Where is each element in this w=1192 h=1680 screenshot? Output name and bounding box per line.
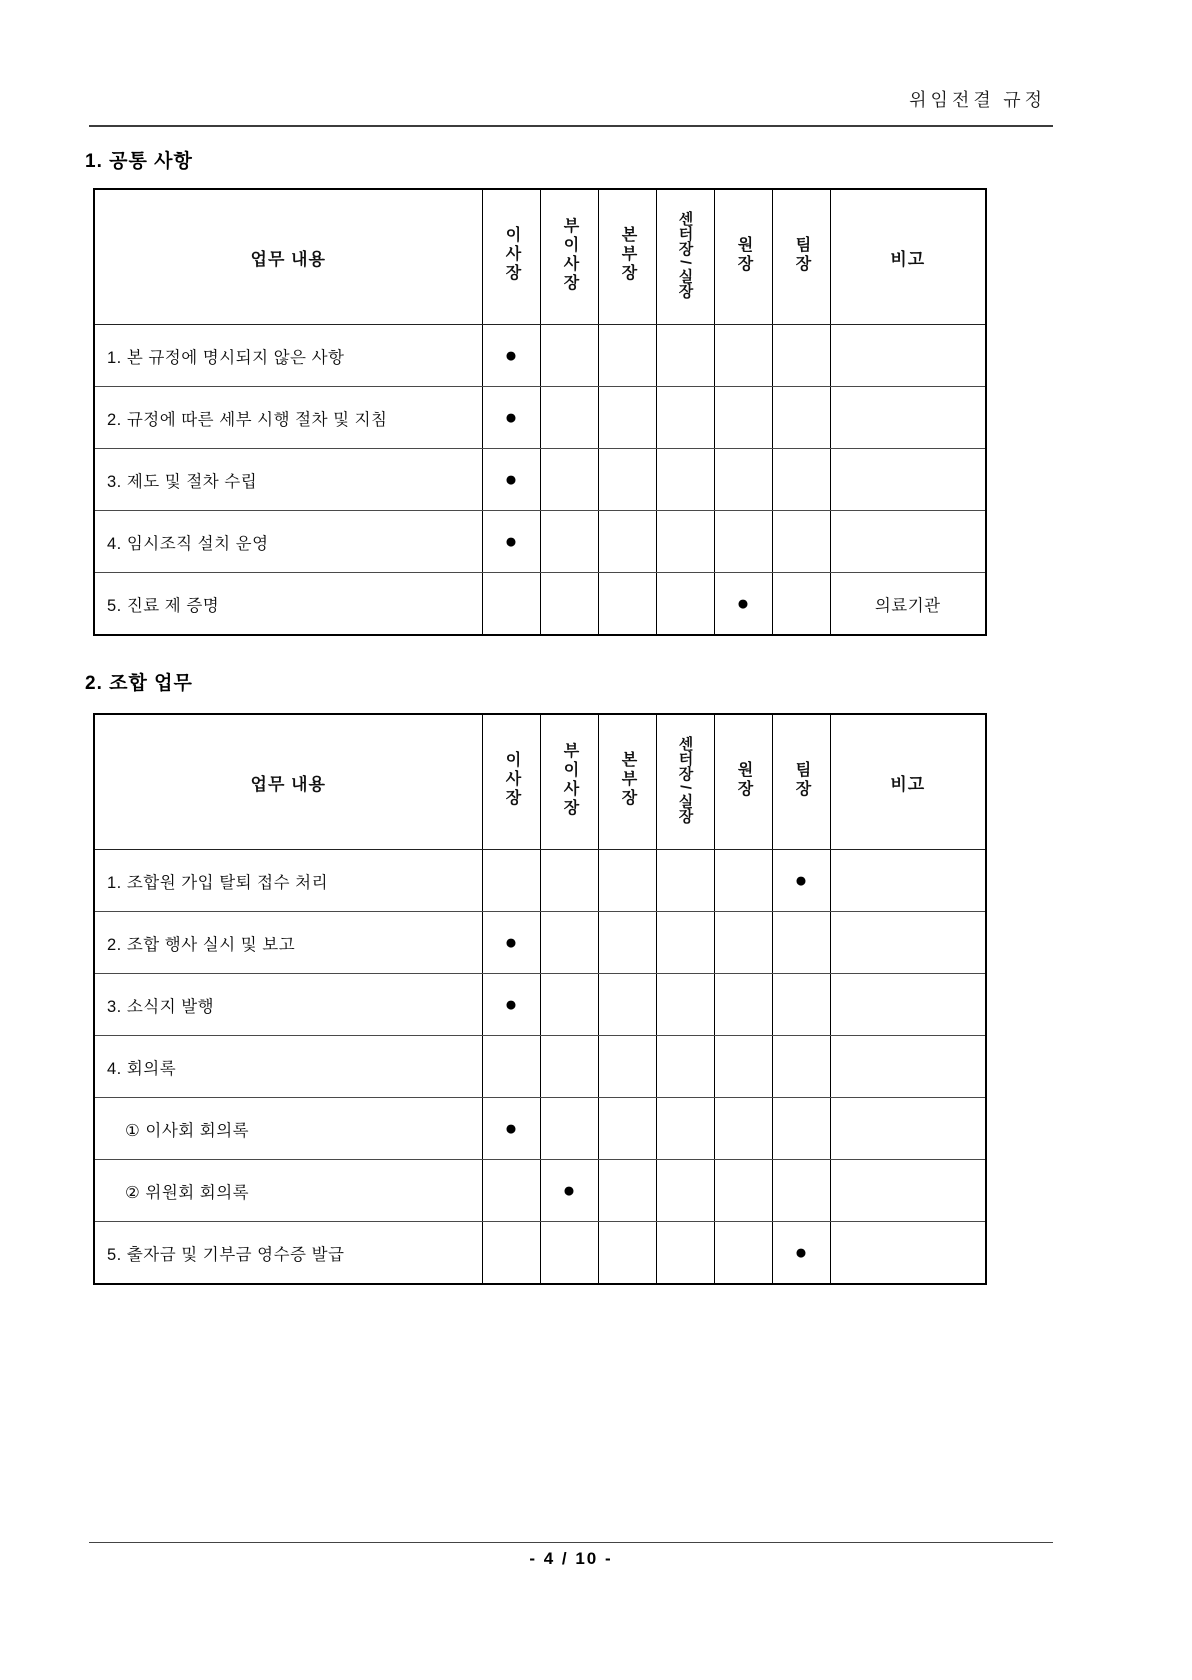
mark-cell bbox=[540, 974, 598, 1036]
section-title-common: 1. 공통 사항 bbox=[85, 151, 193, 172]
mark-cell bbox=[540, 1222, 598, 1285]
mark-cell bbox=[772, 1160, 830, 1222]
mark-cell bbox=[598, 325, 656, 387]
mark-cell bbox=[598, 974, 656, 1036]
mark-cell bbox=[656, 325, 714, 387]
col-header-label: 센터장 / 실장 bbox=[676, 210, 694, 299]
mark-cell bbox=[714, 449, 772, 511]
col-header-center-head bbox=[656, 189, 714, 325]
col-header-director bbox=[714, 189, 772, 325]
mark-cell: ● bbox=[540, 1160, 598, 1222]
mark-cell bbox=[598, 387, 656, 449]
col-header-director bbox=[714, 714, 772, 850]
table-row bbox=[94, 912, 986, 974]
table-row bbox=[94, 573, 986, 636]
note-cell bbox=[830, 511, 986, 573]
task-cell: 1. 조합원 가입 탈퇴 접수 처리 bbox=[94, 850, 482, 912]
mark-cell: ● bbox=[482, 1098, 540, 1160]
mark-cell bbox=[772, 1098, 830, 1160]
table-row bbox=[94, 1036, 986, 1098]
mark-cell bbox=[598, 573, 656, 636]
header-rule bbox=[89, 125, 1053, 127]
mark-cell bbox=[598, 511, 656, 573]
mark-cell bbox=[656, 1036, 714, 1098]
section-title-coop: 2. 조합 업무 bbox=[85, 673, 193, 694]
mark-cell: ● bbox=[482, 974, 540, 1036]
mark-cell: ● bbox=[482, 325, 540, 387]
table-row bbox=[94, 511, 986, 573]
mark-cell: ● bbox=[482, 511, 540, 573]
mark-cell bbox=[540, 912, 598, 974]
task-cell: 1. 본 규정에 명시되지 않은 사항 bbox=[94, 325, 482, 387]
mark-cell bbox=[540, 511, 598, 573]
mark-cell bbox=[772, 387, 830, 449]
col-header-vice-chairman bbox=[540, 714, 598, 850]
table-row bbox=[94, 1160, 986, 1222]
approval-matrix-common bbox=[93, 188, 987, 636]
mark-cell bbox=[540, 573, 598, 636]
mark-cell bbox=[482, 1160, 540, 1222]
task-cell: 4. 임시조직 설치 운영 bbox=[94, 511, 482, 573]
mark-cell bbox=[656, 1222, 714, 1285]
mark-cell bbox=[540, 325, 598, 387]
task-cell: ② 위원회 회의록 bbox=[94, 1160, 482, 1222]
page-number: - 4 / 10 - bbox=[529, 1549, 613, 1568]
mark-cell bbox=[656, 1160, 714, 1222]
footer-rule bbox=[89, 1542, 1053, 1543]
mark-cell bbox=[598, 449, 656, 511]
mark-cell: ● bbox=[482, 387, 540, 449]
note-cell bbox=[830, 325, 986, 387]
mark-cell bbox=[714, 974, 772, 1036]
mark-cell bbox=[714, 387, 772, 449]
col-header-label: 팀장 bbox=[793, 235, 810, 274]
approval-matrix-coop bbox=[93, 713, 987, 1285]
mark-cell bbox=[482, 1222, 540, 1285]
mark-cell bbox=[540, 449, 598, 511]
col-header-label: 이사장 bbox=[503, 226, 520, 283]
mark-cell bbox=[772, 325, 830, 387]
mark-cell bbox=[656, 850, 714, 912]
mark-cell bbox=[540, 1036, 598, 1098]
mark-cell bbox=[714, 912, 772, 974]
mark-cell bbox=[598, 1036, 656, 1098]
mark-cell bbox=[540, 1098, 598, 1160]
mark-cell bbox=[772, 974, 830, 1036]
mark-cell bbox=[656, 387, 714, 449]
task-cell: 2. 규정에 따른 세부 시행 절차 및 지침 bbox=[94, 387, 482, 449]
mark-cell: ● bbox=[772, 1222, 830, 1285]
mark-cell bbox=[598, 1160, 656, 1222]
header-row bbox=[94, 189, 986, 325]
col-header-chairman bbox=[482, 189, 540, 325]
col-header-label: 센터장 / 실장 bbox=[676, 735, 694, 824]
task-cell: 5. 출자금 및 기부금 영수증 발급 bbox=[94, 1222, 482, 1285]
note-cell bbox=[830, 1036, 986, 1098]
mark-cell: ● bbox=[714, 573, 772, 636]
col-header-label: 본부장 bbox=[619, 751, 636, 808]
note-cell bbox=[830, 449, 986, 511]
mark-cell bbox=[598, 912, 656, 974]
col-header-task: 업무 내용 bbox=[94, 189, 482, 325]
col-header-note: 비고 bbox=[830, 714, 986, 850]
mark-cell bbox=[656, 912, 714, 974]
table-row bbox=[94, 449, 986, 511]
table-row bbox=[94, 325, 986, 387]
table-row bbox=[94, 974, 986, 1036]
mark-cell bbox=[772, 1036, 830, 1098]
mark-cell bbox=[714, 511, 772, 573]
mark-cell bbox=[482, 573, 540, 636]
task-cell: ① 이사회 회의록 bbox=[94, 1098, 482, 1160]
col-header-chairman bbox=[482, 714, 540, 850]
col-header-label: 이사장 bbox=[503, 751, 520, 808]
mark-cell bbox=[656, 1098, 714, 1160]
mark-cell: ● bbox=[482, 912, 540, 974]
mark-cell: ● bbox=[772, 850, 830, 912]
mark-cell bbox=[772, 449, 830, 511]
mark-cell bbox=[772, 573, 830, 636]
col-header-label: 팀장 bbox=[793, 760, 810, 799]
col-header-label: 부이사장 bbox=[561, 741, 578, 818]
task-cell: 2. 조합 행사 실시 및 보고 bbox=[94, 912, 482, 974]
col-header-label: 원장 bbox=[735, 760, 752, 799]
task-cell: 3. 소식지 발행 bbox=[94, 974, 482, 1036]
mark-cell bbox=[714, 850, 772, 912]
note-cell bbox=[830, 1160, 986, 1222]
table-row bbox=[94, 1098, 986, 1160]
col-header-team-leader bbox=[772, 189, 830, 325]
mark-cell bbox=[540, 850, 598, 912]
mark-cell bbox=[482, 850, 540, 912]
mark-cell bbox=[714, 1160, 772, 1222]
note-cell bbox=[830, 974, 986, 1036]
note-cell bbox=[830, 912, 986, 974]
col-header-division-head bbox=[598, 714, 656, 850]
col-header-task: 업무 내용 bbox=[94, 714, 482, 850]
mark-cell bbox=[656, 974, 714, 1036]
mark-cell bbox=[656, 449, 714, 511]
mark-cell: ● bbox=[482, 449, 540, 511]
table-row bbox=[94, 850, 986, 912]
mark-cell bbox=[598, 1098, 656, 1160]
header-row bbox=[94, 714, 986, 850]
mark-cell bbox=[772, 912, 830, 974]
mark-cell bbox=[482, 1036, 540, 1098]
mark-cell bbox=[714, 1098, 772, 1160]
table-row bbox=[94, 387, 986, 449]
note-cell bbox=[830, 387, 986, 449]
document-header-title: 위임전결 규정 bbox=[909, 90, 1046, 110]
mark-cell bbox=[714, 325, 772, 387]
col-header-note: 비고 bbox=[830, 189, 986, 325]
col-header-team-leader bbox=[772, 714, 830, 850]
mark-cell bbox=[598, 1222, 656, 1285]
mark-cell bbox=[598, 850, 656, 912]
col-header-division-head bbox=[598, 189, 656, 325]
mark-cell bbox=[714, 1222, 772, 1285]
task-cell: 5. 진료 제 증명 bbox=[94, 573, 482, 636]
mark-cell bbox=[656, 511, 714, 573]
col-header-label: 부이사장 bbox=[561, 216, 578, 293]
note-cell: 의료기관 bbox=[830, 573, 986, 636]
note-cell bbox=[830, 1098, 986, 1160]
task-cell: 3. 제도 및 절차 수립 bbox=[94, 449, 482, 511]
task-cell: 4. 회의록 bbox=[94, 1036, 482, 1098]
mark-cell bbox=[540, 387, 598, 449]
table-row bbox=[94, 1222, 986, 1285]
col-header-vice-chairman bbox=[540, 189, 598, 325]
note-cell bbox=[830, 850, 986, 912]
mark-cell bbox=[714, 1036, 772, 1098]
mark-cell bbox=[772, 511, 830, 573]
mark-cell bbox=[656, 573, 714, 636]
note-cell bbox=[830, 1222, 986, 1285]
col-header-label: 원장 bbox=[735, 235, 752, 274]
col-header-center-head bbox=[656, 714, 714, 850]
col-header-label: 본부장 bbox=[619, 226, 636, 283]
